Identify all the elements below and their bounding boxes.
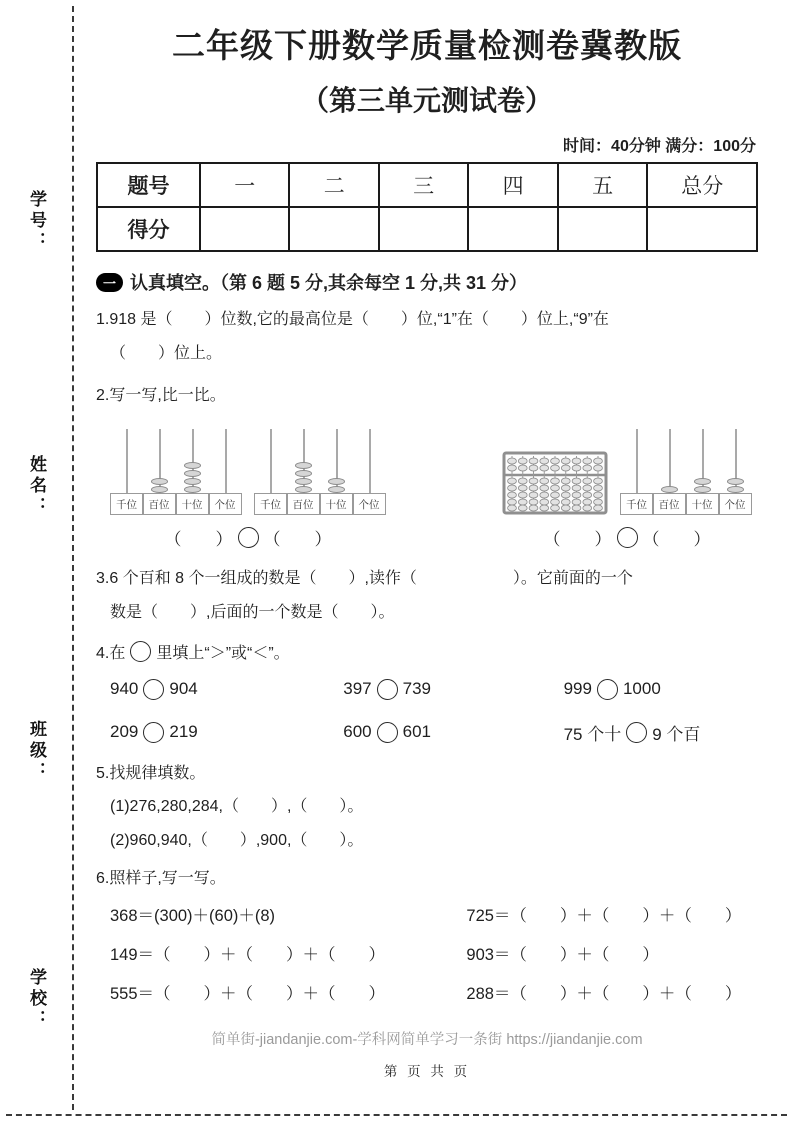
footer-watermark: 简单街-jiandanjie.com-学科网简单学习一条街 https://jiandanjie.com — [211, 1032, 643, 1049]
mini-abacus-1 — [110, 429, 242, 515]
question-4 — [96, 640, 758, 745]
abacus-column — [353, 429, 386, 515]
question-6-grid — [96, 902, 758, 1004]
q2-comparison-left — [165, 525, 332, 550]
question-5-line-1: (1)276,280,284,（ ）,（ ）。 — [110, 798, 364, 816]
score-table-header-cell: 三 — [379, 163, 468, 207]
decomposition-item: 555＝（ ）＋（ ）＋（ ） — [110, 985, 386, 1004]
section-one-title: 认真填空。（第 6 题 5 分,其余每空 1 分,共 31 分） — [130, 273, 528, 293]
comparison-left-value: 397 — [343, 679, 372, 699]
student-name-label: 姓名： — [27, 455, 46, 518]
question-6 — [96, 866, 758, 1004]
question-3-line-2: 数是（ ）,后面的一个数是（ ）。 — [110, 603, 395, 621]
place-value-label: 个位 — [719, 493, 752, 515]
comparison-item — [564, 679, 758, 700]
abacus-bead — [151, 478, 168, 485]
abacus-photo-svg — [502, 451, 608, 515]
comparison-item — [110, 720, 343, 745]
question-4-comparison-grid — [96, 679, 758, 745]
score-cell-empty — [647, 207, 757, 251]
abacus-rod — [636, 429, 638, 493]
abacus-bead — [694, 486, 711, 493]
place-value-label: 十位 — [686, 493, 719, 515]
abacus-rod — [225, 429, 227, 493]
seal-dashed-line-vertical — [72, 6, 74, 1110]
compare-circle — [143, 679, 164, 700]
place-value-label: 千位 — [254, 493, 287, 515]
abacus-column — [209, 429, 242, 515]
mini-abacus-3 — [620, 429, 752, 515]
place-value-label: 百位 — [653, 493, 686, 515]
comparison-item — [564, 720, 758, 745]
score-table-header-cell: 题号 — [97, 163, 200, 207]
comparison-item — [110, 679, 343, 700]
question-1-line-2: （ ）位上。 — [110, 344, 223, 362]
abacus-bead — [151, 486, 168, 493]
score-cell-empty — [558, 207, 648, 251]
comparison-right-value: 1000 — [622, 679, 661, 699]
question-2 — [96, 383, 758, 550]
compare-circle — [377, 722, 398, 743]
abacus-column — [620, 429, 653, 515]
score-table-header-cell: 一 — [200, 163, 289, 207]
blank-parens: （ ） — [642, 529, 711, 549]
compare-circle — [626, 722, 647, 743]
abacus-bead — [727, 486, 744, 493]
abacus-column — [320, 429, 353, 515]
compare-circle — [130, 641, 151, 662]
comparison-left-value: 75 个十 — [563, 724, 622, 744]
exam-time-score-info: 时间：40分钟 满分：100分 — [563, 138, 756, 155]
question-4-text-after: 里填上“＞”或“＜”。 — [156, 644, 290, 662]
page-subtitle: （第三单元测试卷） — [300, 85, 553, 116]
mini-abacus-2 — [254, 429, 386, 515]
comparison-right-value: 601 — [402, 722, 432, 742]
blank-parens: （ ） — [164, 529, 233, 549]
abacus-bead — [184, 486, 201, 493]
comparison-item — [343, 679, 563, 700]
place-value-label: 千位 — [110, 493, 143, 515]
q2-comparison-right — [544, 525, 711, 550]
place-value-label: 百位 — [143, 493, 176, 515]
question-2-text: 2.写一写,比一比。 — [96, 386, 226, 404]
question-1-line-1: 1.918 是（ ）位数,它的最高位是（ ）位,“1”在（ ）位上,“9”在 — [96, 311, 609, 328]
abacus-rod — [369, 429, 371, 493]
abacus-column — [143, 429, 176, 515]
score-cell-empty — [468, 207, 557, 251]
question-3-line-1: 3.6 个百和 8 个一组成的数是（ ）,读作（ ）。它前面的一个 — [96, 569, 633, 587]
score-table — [96, 162, 758, 252]
student-id-label: 学号： — [27, 190, 46, 253]
decomposition-item: 725＝（ ）＋（ ）＋（ ） — [466, 907, 742, 926]
comparison-left-value: 600 — [343, 722, 372, 742]
place-value-label: 百位 — [287, 493, 320, 515]
abacus-bead — [184, 478, 201, 485]
abacus-photo — [502, 451, 608, 515]
score-cell-empty — [200, 207, 289, 251]
question-5-line-2: (2)960,940,（ ）,900,（ ）。 — [110, 832, 364, 850]
abacus-column — [719, 429, 752, 515]
comparison-left-value: 999 — [563, 679, 592, 699]
score-table-score-row — [97, 207, 757, 251]
compare-circle — [238, 527, 259, 548]
abacus-bead — [661, 486, 678, 493]
section-one-header — [96, 269, 758, 295]
place-value-label: 个位 — [209, 493, 242, 515]
comparison-right-value: 9 个百 — [652, 724, 701, 744]
comparison-item — [343, 720, 563, 745]
abacus-bead — [328, 486, 345, 493]
class-label: 班级： — [27, 720, 46, 783]
question-2-abacus-area — [96, 419, 758, 550]
decomposition-item: 368＝(300)＋(60)＋(8) — [110, 907, 276, 926]
compare-circle — [597, 679, 618, 700]
abacus-column — [653, 429, 686, 515]
comparison-right-value: 904 — [169, 679, 198, 699]
abacus-column — [254, 429, 287, 515]
place-value-label: 十位 — [176, 493, 209, 515]
abacus-bead — [727, 478, 744, 485]
school-label: 学校： — [27, 968, 46, 1031]
abacus-pair-right — [502, 419, 752, 515]
abacus-column — [686, 429, 719, 515]
place-value-label: 千位 — [620, 493, 653, 515]
score-cell-empty — [379, 207, 468, 251]
page-number: 第 页 共 页 — [383, 1064, 471, 1080]
question-6-text: 6.照样子,写一写。 — [96, 870, 226, 888]
abacus-compare-group-left — [110, 419, 386, 550]
blank-parens: （ ） — [543, 529, 612, 549]
section-number-badge: 一 — [96, 273, 123, 292]
blank-parens: （ ） — [263, 529, 332, 549]
question-5-text: 5.找规律填数。 — [96, 764, 206, 782]
abacus-bead — [295, 462, 312, 469]
question-1 — [96, 307, 758, 367]
abacus-rod — [126, 429, 128, 493]
decomposition-item: 903＝（ ）＋（ ） — [466, 946, 659, 965]
abacus-bead — [184, 470, 201, 477]
abacus-bead — [295, 478, 312, 485]
comparison-right-value: 739 — [402, 679, 432, 699]
abacus-pair-left — [110, 419, 386, 515]
abacus-column — [110, 429, 143, 515]
abacus-rod — [270, 429, 272, 493]
question-4-text — [96, 640, 758, 663]
exam-content — [96, 16, 758, 1080]
score-table-header-cell: 总分 — [647, 163, 757, 207]
abacus-bead — [295, 470, 312, 477]
score-table-header-cell: 四 — [468, 163, 557, 207]
place-value-label: 十位 — [320, 493, 353, 515]
abacus-bead — [295, 486, 312, 493]
place-value-label: 个位 — [353, 493, 386, 515]
question-3 — [96, 566, 758, 626]
compare-circle — [377, 679, 398, 700]
question-4-text-before: 4.在 — [96, 644, 126, 662]
abacus-bead — [184, 462, 201, 469]
question-5 — [96, 761, 758, 855]
compare-circle — [617, 527, 638, 548]
score-cell-empty — [289, 207, 378, 251]
abacus-bead — [328, 478, 345, 485]
score-table-header-cell: 五 — [558, 163, 648, 207]
score-row-label: 得分 — [97, 207, 200, 251]
decomposition-item: 149＝（ ）＋（ ）＋（ ） — [110, 946, 386, 965]
page-title: 二年级下册数学质量检测卷冀教版 — [172, 27, 682, 64]
abacus-compare-group-right — [502, 419, 752, 550]
compare-circle — [143, 722, 164, 743]
abacus-column — [287, 429, 320, 515]
decomposition-item: 288＝（ ）＋（ ）＋（ ） — [466, 985, 742, 1004]
comparison-right-value: 219 — [169, 722, 198, 742]
comparison-left-value: 209 — [110, 722, 139, 742]
score-table-header-cell: 二 — [289, 163, 378, 207]
score-table-header-row — [97, 163, 757, 207]
comparison-left-value: 940 — [110, 679, 139, 699]
abacus-rod — [669, 429, 671, 493]
abacus-column — [176, 429, 209, 515]
abacus-bead — [694, 478, 711, 485]
seal-dashed-line-bottom — [6, 1114, 787, 1116]
